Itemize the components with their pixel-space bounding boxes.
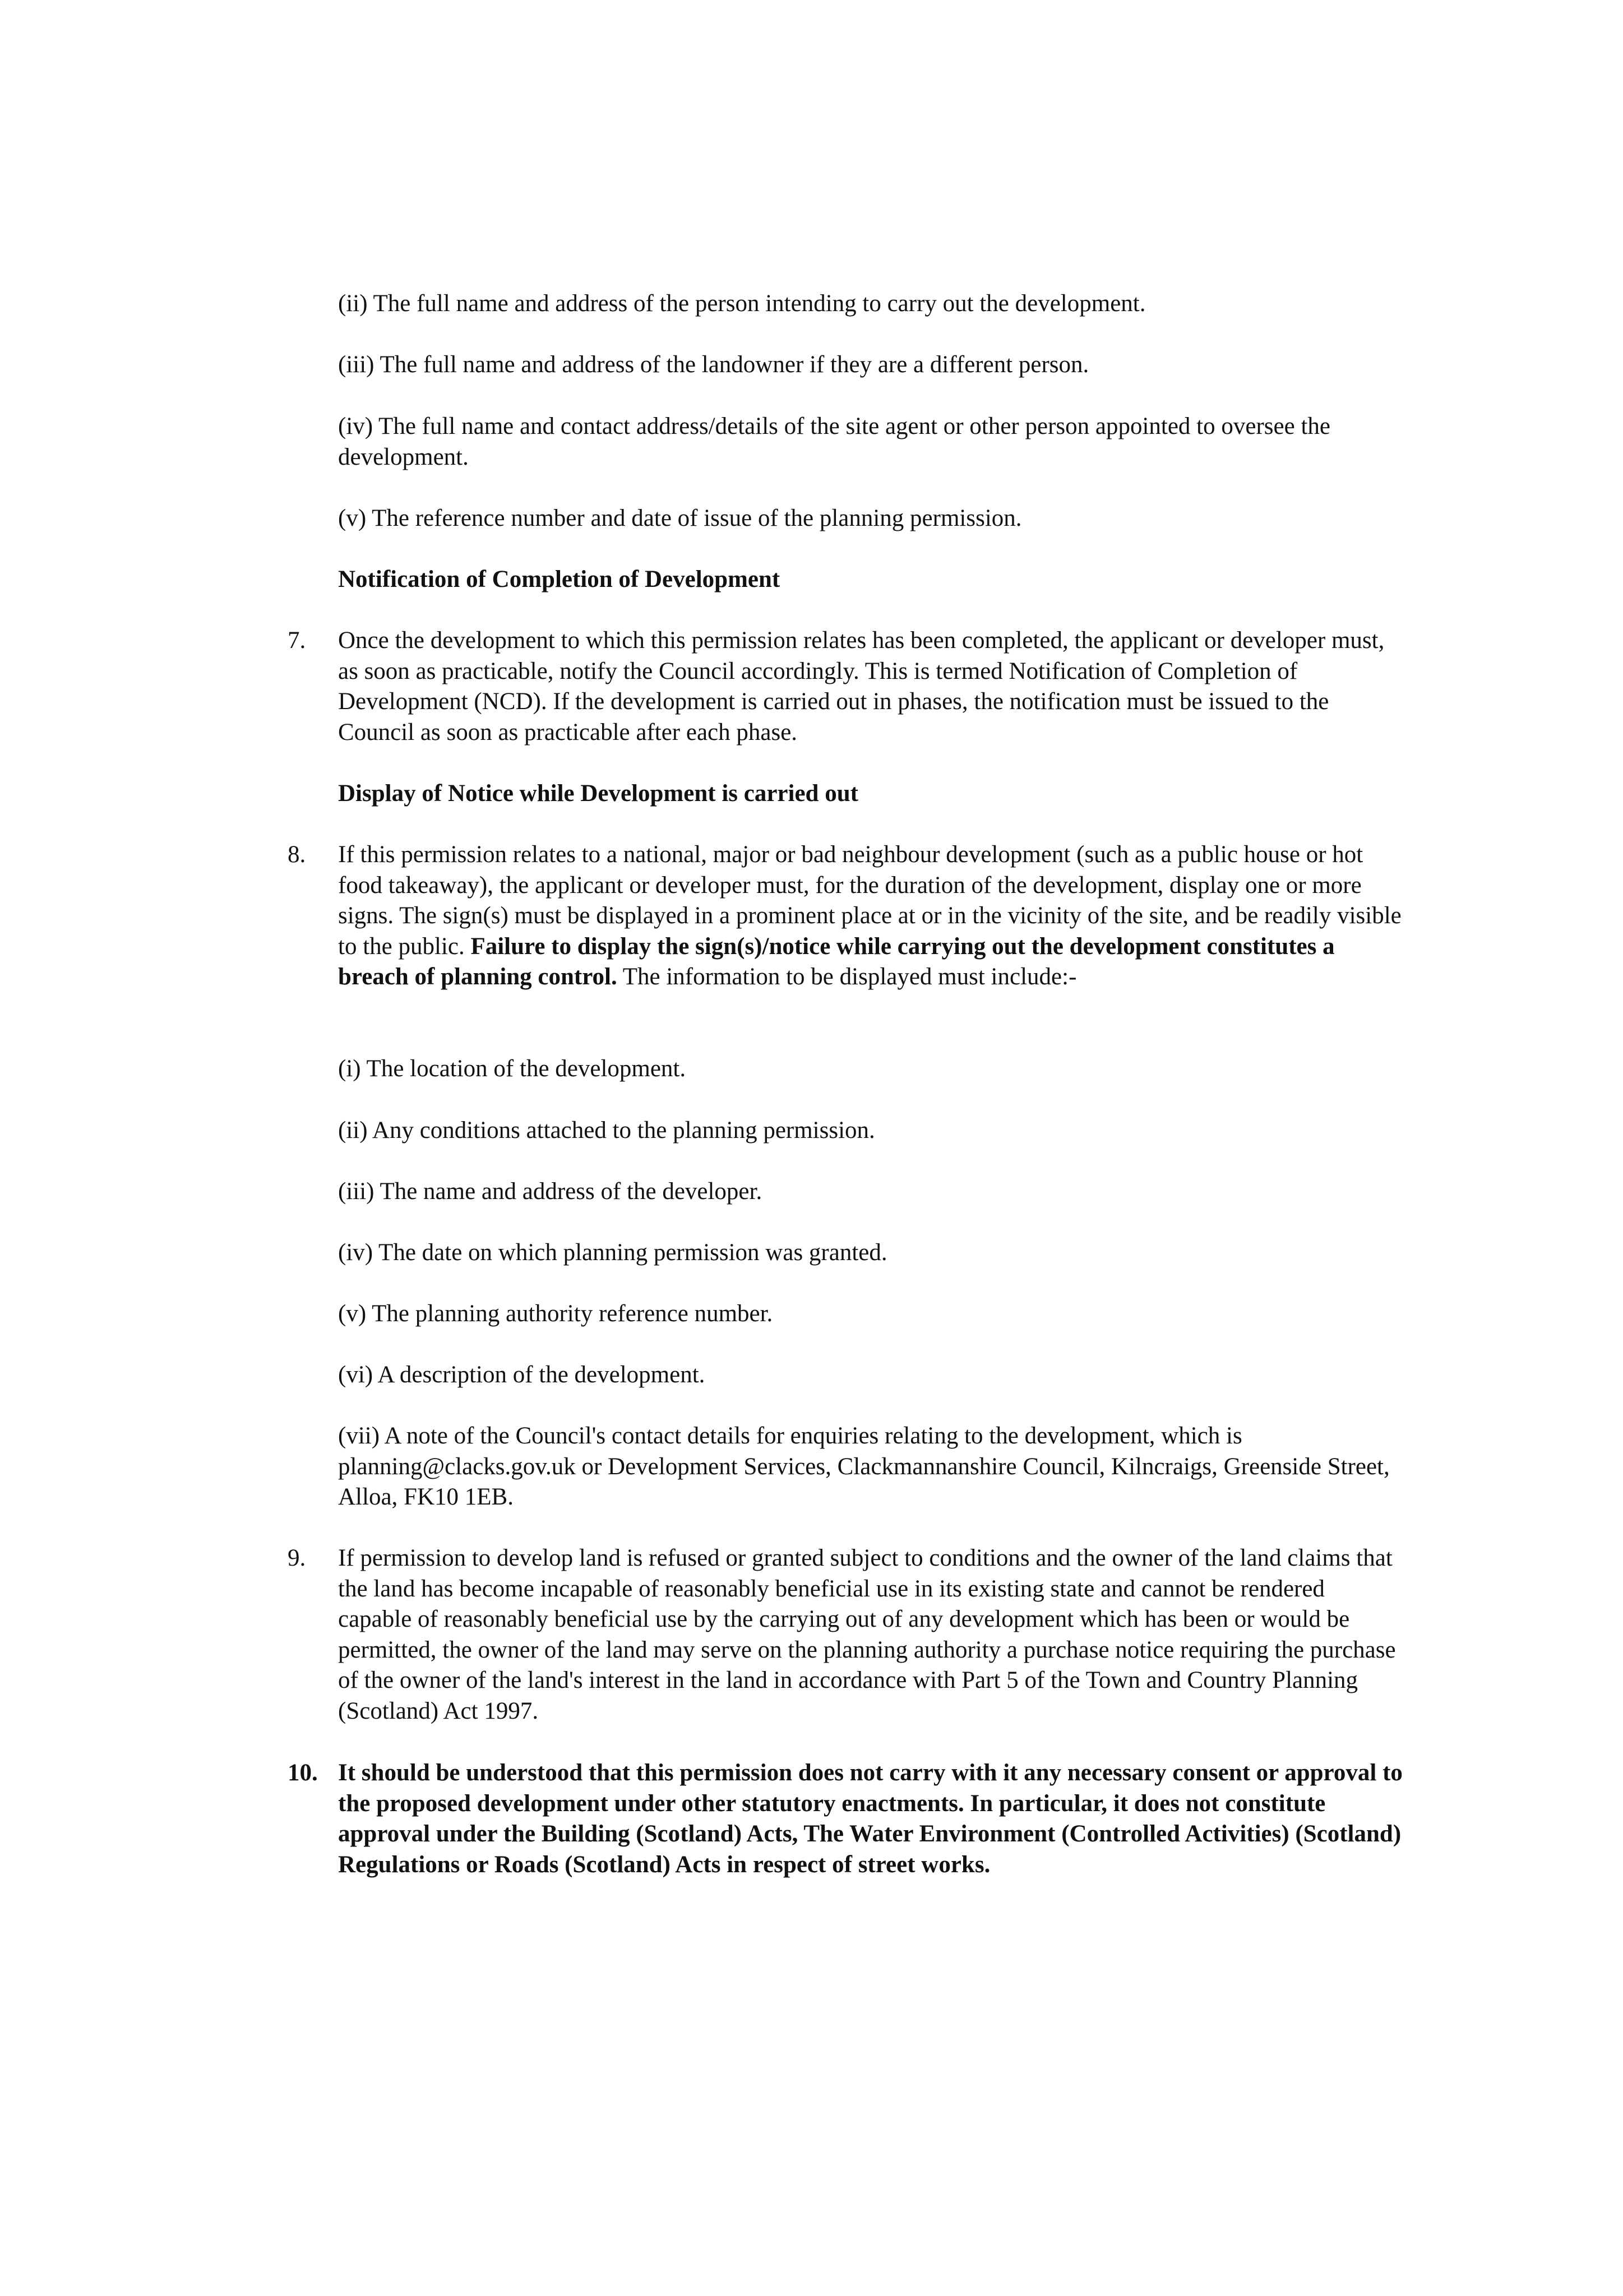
list-b-item-iv: (iv) The date on which planning permission was granted. [338,1239,887,1266]
list-b-item-vi: (vi) A description of the development. [338,1362,705,1388]
list-b-item-i: (i) The location of the development. [338,1056,686,1082]
list-b-item-ii: (ii) Any conditions attached to the planning permission. [338,1117,875,1144]
item-10-number: 10. [288,1760,318,1786]
item-8-text-b: The information to be displayed must include:- [617,964,1077,990]
item-8-text-bold: Failure to display the sign(s)/notice while carrying out the development constitutes a breach of planning control. [338,933,1335,990]
item-10-text: It should be understood that this permission does not carry with it any necessary consent or approval to the proposed development under other statutory enactments. In particular, it does not constitute approval under the Building (Scotland) Acts, The Water Environment (Controlled Activities) (Scotland) Regulations or Roads (Scotland) Acts in respect of street works. [338,1760,1403,1878]
item-7-text: Once the development to which this permission relates has been completed, the applicant or developer must, as soon as practicable, notify the Council accordingly. This is termed Notification of Completion of Development (NCD). If the development is carried out in phases, the notification must be issued to the Council as soon as practicable after each phase. [338,627,1385,746]
list-b-item-iii: (iii) The name and address of the developer. [338,1178,762,1205]
list-a-item-v: (v) The reference number and date of issue of the planning permission. [338,505,1022,531]
item-8-text [338,840,1403,993]
heading-notification-completion: Notification of Completion of Development [338,566,780,592]
list-b-item-vii: (vii) A note of the Council's contact details for enquiries relating to the development, which is planning@clacks.gov.uk or Development Services, Clackmannanshire Council, Kilncraigs, Greenside Street, Alloa, FK10 1EB. [338,1423,1390,1510]
item-9-number: 9. [288,1545,306,1571]
item-8-number: 8. [288,841,306,868]
list-a-item-iii: (iii) The full name and address of the landowner if they are a different person. [338,351,1089,378]
list-a-item-iv: (iv) The full name and contact address/details of the site agent or other person appointed to oversee the development. [338,413,1330,470]
item-7-number: 7. [288,627,306,654]
item-8-text-a: If this permission relates to a national, major or bad neighbour development (such as a public house or hot food takeaway), the applicant or developer must, for the duration of the development, display one or more signs. The sign(s) must be displayed in a prominent place at or in the vicinity of the site, and be readily visible to the public. [338,841,1402,960]
list-b-item-v: (v) The planning authority reference number. [338,1300,773,1327]
item-9-text: If permission to develop land is refused or granted subject to conditions and the owner of the land claims that the land has become incapable of reasonably beneficial use in its existing state and cannot be rendered capable of reasonably beneficial use by the carrying out of any development which has been or would be permitted, the owner of the land may serve on the planning authority a purchase notice requiring the purchase of the owner of the land's interest in the land in accordance with Part 5 of the Town and Country Planning (Scotland) Act 1997. [338,1545,1396,1724]
list-a-item-ii: (ii) The full name and address of the person intending to carry out the development. [338,290,1146,317]
heading-display-notice: Display of Notice while Development is carried out [338,780,858,807]
